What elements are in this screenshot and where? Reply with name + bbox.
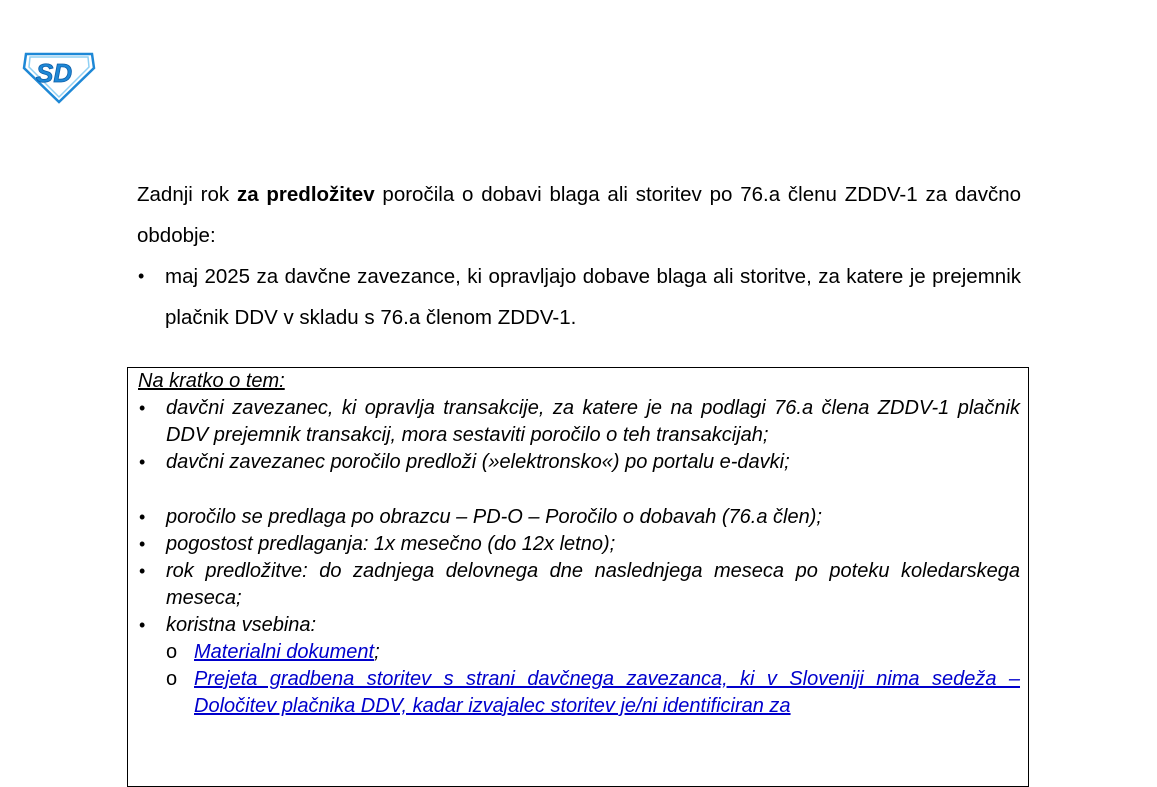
sub-marker: o: [166, 668, 178, 690]
intro-section: [137, 174, 1021, 338]
deadline-paragraph: Zadnji rok za predložitev poročila o dobavi blaga ali storitev po 76.a členu ZDDV-1 za davčno obdobje:: [137, 183, 1022, 247]
summary-box: [127, 367, 1029, 787]
link-materialni-dokument[interactable]: Materialni dokument: [194, 641, 375, 663]
bold-phrase: za predložitev: [236, 183, 375, 206]
list-item: • koristna vsebina:: [138, 612, 1020, 639]
sub-list-item: o Materialni dokument;: [138, 639, 1020, 666]
logo-text: SD: [36, 58, 73, 88]
link-gradbena-storitev[interactable]: Prejeta gradbena storitev s strani davčnega zavezanca, ki v Sloveniji nima sedeža – Določitev plačnika DDV, kadar izvajalec storitev je/ni identificiran za: [194, 668, 1020, 717]
list-item: • pogostost predlaganja: 1x mesečno (do 12x letno);: [138, 531, 1020, 558]
deadline-bullet: • maj 2025 za davčne zavezance, ki opravljajo dobave blaga ali storitve, za katere je prejemnik plačnik DDV v skladu s 76.a členom ZDDV-1.: [137, 256, 1021, 338]
list-item: • rok predložitve: do zadnjega delovnega dne naslednjega meseca po poteku koledarskega meseca;: [138, 558, 1020, 612]
company-logo: [22, 48, 96, 104]
list-item: • davčni zavezanec poročilo predloži (»elektronsko«) po portalu e-davki;: [138, 449, 1020, 476]
list-item: • davčni zavezanec, ki opravlja transakcije, za katere je na podlagi 76.a člena ZDDV-1 plačnik DDV prejemnik transakcij, mora sestaviti poročilo o teh transakcijah;: [138, 395, 1020, 449]
sub-marker: o: [166, 641, 178, 663]
sub-list-item: [138, 666, 1020, 720]
list-item: • poročilo se predlaga po obrazcu – PD-O – Poročilo o dobavah (76.a člen);: [138, 504, 1020, 531]
summary-title: Na kratko o tem:: [138, 370, 285, 392]
